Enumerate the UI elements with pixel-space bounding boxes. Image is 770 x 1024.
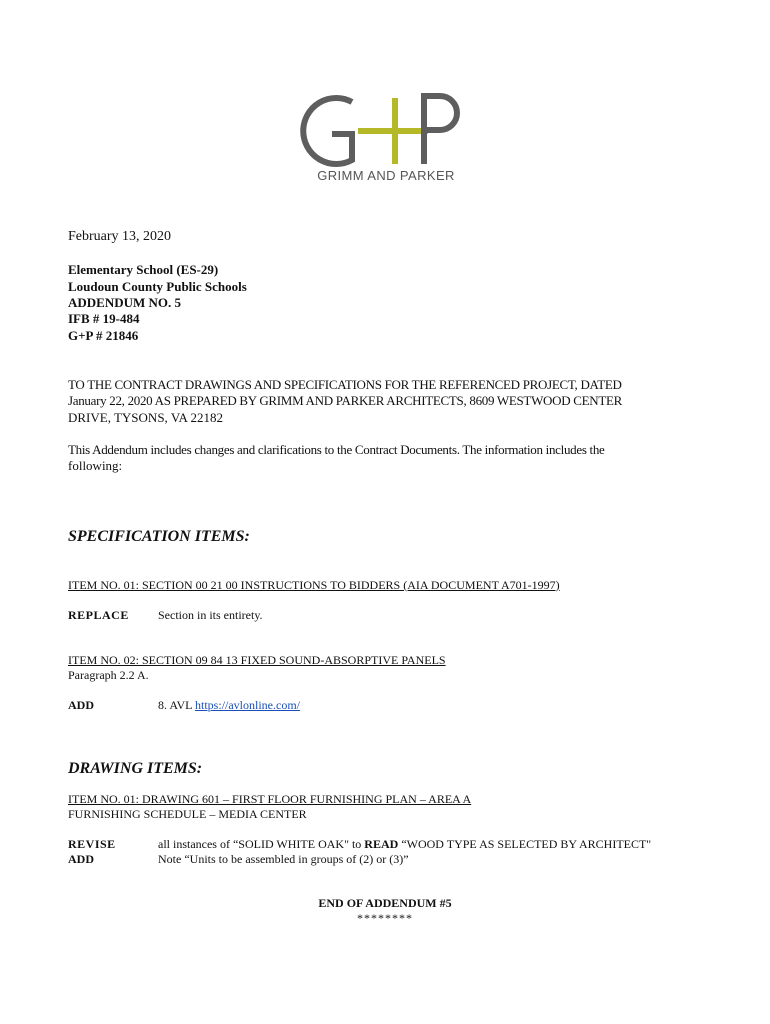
spec-item-2-prefix: 8. AVL bbox=[158, 698, 196, 712]
specification-heading: SPECIFICATION ITEMS: bbox=[68, 528, 250, 545]
project-name: Elementary School (ES-29) bbox=[68, 262, 219, 277]
revise-action: REVISE bbox=[68, 837, 116, 851]
add-action: ADD bbox=[68, 852, 94, 866]
summary-line-1: This Addendum includes changes and clarifications to the Contract Documents. The information includes the bbox=[68, 442, 605, 457]
spec-item-1-action: REPLACE bbox=[68, 608, 129, 622]
add-text: Note “Units to be assembled in groups of (2) or (3)” bbox=[158, 852, 409, 866]
revise-text-1: all instances of “SOLID WHITE OAK" to bbox=[158, 837, 365, 851]
logo-subtitle: GRIMM AND PARKER bbox=[317, 168, 455, 183]
intro-line-1: TO THE CONTRACT DRAWINGS AND SPECIFICATIONS FOR THE REFERENCED PROJECT, DATED bbox=[68, 377, 622, 392]
ifb-number: IFB # 19-484 bbox=[68, 311, 140, 326]
gp-number: G+P # 21846 bbox=[68, 328, 139, 343]
spec-item-2-text bbox=[158, 698, 300, 713]
end-of-addendum: END OF ADDENDUM #5 bbox=[318, 896, 452, 910]
drawing-item-1-title: ITEM NO. 01: DRAWING 601 – FIRST FLOOR FURNISHING PLAN – AREA A bbox=[68, 792, 472, 806]
avl-link[interactable]: https://avlonline.com/ bbox=[195, 698, 301, 712]
addendum-number: ADDENDUM NO. 5 bbox=[68, 295, 182, 310]
drawing-item-1-subtitle: FURNISHING SCHEDULE – MEDIA CENTER bbox=[68, 807, 307, 821]
project-owner: Loudoun County Public Schools bbox=[68, 279, 247, 294]
revise-text-2: “WOOD TYPE AS SELECTED BY ARCHITECT" bbox=[398, 837, 652, 851]
spec-item-1-text: Section in its entirety. bbox=[158, 608, 263, 622]
spec-item-2-action: ADD bbox=[68, 698, 94, 712]
intro-line-2: January 22, 2020 AS PREPARED BY GRIMM AND PARKER ARCHITECTS, 8609 WESTWOOD CENTER bbox=[68, 393, 623, 408]
spec-item-2-paragraph: Paragraph 2.2 A. bbox=[68, 668, 149, 682]
document-date: February 13, 2020 bbox=[68, 229, 172, 244]
end-stars: ******** bbox=[357, 911, 413, 925]
intro-line-3: DRIVE, TYSONS, VA 22182 bbox=[68, 410, 223, 425]
revise-text bbox=[158, 837, 651, 852]
spec-item-1-title: ITEM NO. 01: SECTION 00 21 00 INSTRUCTIONS TO BIDDERS (AIA DOCUMENT A701-1997) bbox=[68, 578, 560, 592]
summary-line-2: following: bbox=[68, 458, 123, 473]
drawing-heading: DRAWING ITEMS: bbox=[68, 760, 203, 777]
spec-item-2-title: ITEM NO. 02: SECTION 09 84 13 FIXED SOUND-ABSORPTIVE PANELS bbox=[68, 653, 446, 667]
revise-keyword: READ bbox=[364, 837, 399, 851]
